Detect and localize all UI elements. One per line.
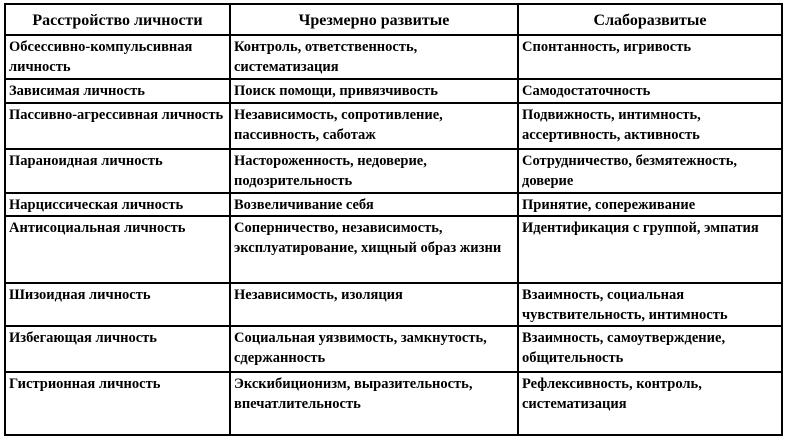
table-row bbox=[5, 372, 782, 435]
disorder-cell: Параноидная личность bbox=[5, 149, 230, 193]
table-row bbox=[5, 283, 782, 326]
overdeveloped-cell: Независимость, изоляция bbox=[230, 283, 518, 326]
table-header-row bbox=[5, 4, 782, 35]
underdeveloped-cell: Принятие, сопереживание bbox=[518, 193, 782, 216]
underdeveloped-cell: Подвижность, интимность, ассертивность, активность bbox=[518, 103, 782, 149]
underdeveloped-cell: Взаимность, социальная чувствительность, интимность bbox=[518, 283, 782, 326]
underdeveloped-cell: Самодостаточность bbox=[518, 79, 782, 103]
disorder-cell: Антисоциальная личность bbox=[5, 216, 230, 283]
personality-traits-table bbox=[4, 3, 783, 436]
overdeveloped-cell: Экскибиционизм, выразительность, впечатлительность bbox=[230, 372, 518, 435]
overdeveloped-cell: Возвеличивание себя bbox=[230, 193, 518, 216]
underdeveloped-cell: Идентификация с группой, эмпатия bbox=[518, 216, 782, 283]
table-row bbox=[5, 326, 782, 372]
table-row bbox=[5, 216, 782, 283]
underdeveloped-cell: Взаимность, самоутверждение, общительность bbox=[518, 326, 782, 372]
overdeveloped-cell: Социальная уязвимость, замкнутость, сдержанность bbox=[230, 326, 518, 372]
overdeveloped-cell: Контроль, ответственность, систематизация bbox=[230, 35, 518, 79]
overdeveloped-cell: Поиск помощи, привязчивость bbox=[230, 79, 518, 103]
table-row bbox=[5, 193, 782, 216]
underdeveloped-cell: Спонтанность, игривость bbox=[518, 35, 782, 79]
header-disorder: Расстройство личности bbox=[5, 4, 230, 35]
header-underdeveloped: Слаборазвитые bbox=[518, 4, 782, 35]
underdeveloped-cell: Сотрудничество, безмятежность, доверие bbox=[518, 149, 782, 193]
disorder-cell: Обсессивно-компульсивная личность bbox=[5, 35, 230, 79]
overdeveloped-cell: Независимость, сопротивление, пассивность, саботаж bbox=[230, 103, 518, 149]
disorder-cell: Избегающая личность bbox=[5, 326, 230, 372]
header-overdeveloped: Чрезмерно развитые bbox=[230, 4, 518, 35]
disorder-cell: Пассивно-агрессивная личность bbox=[5, 103, 230, 149]
disorder-cell: Шизоидная личность bbox=[5, 283, 230, 326]
underdeveloped-cell: Рефлексивность, контроль, систематизация bbox=[518, 372, 782, 435]
overdeveloped-cell: Соперничество, независимость, эксплуатирование, хищный образ жизни bbox=[230, 216, 518, 283]
overdeveloped-cell: Настороженность, недоверие, подозрительность bbox=[230, 149, 518, 193]
disorder-cell: Гистрионная личность bbox=[5, 372, 230, 435]
table-row bbox=[5, 103, 782, 149]
disorder-cell: Зависимая личность bbox=[5, 79, 230, 103]
table-row bbox=[5, 149, 782, 193]
table-row bbox=[5, 79, 782, 103]
table-row bbox=[5, 35, 782, 79]
disorder-cell: Нарциссическая личность bbox=[5, 193, 230, 216]
